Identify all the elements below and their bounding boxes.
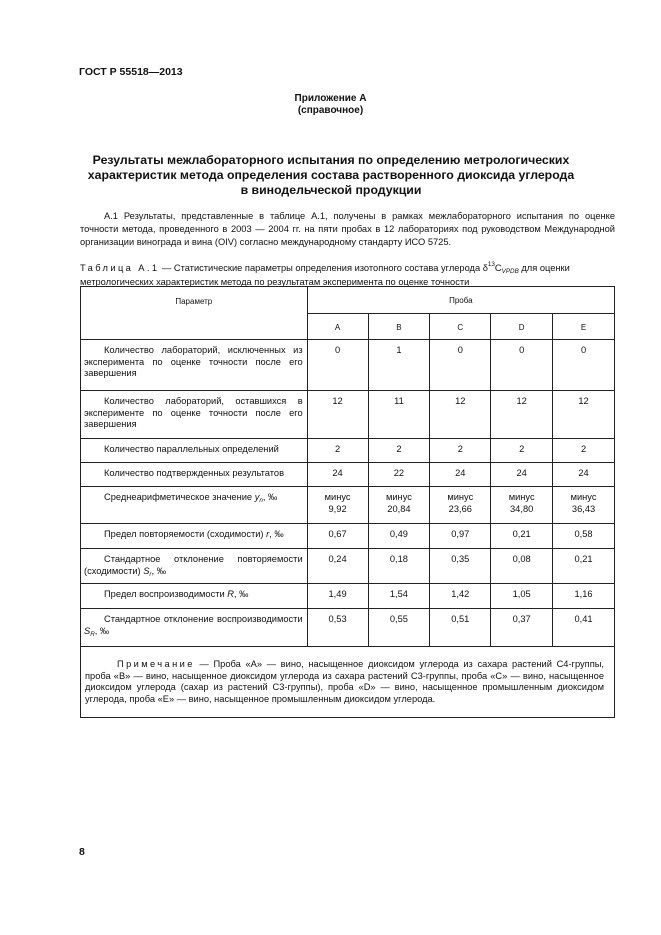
caption-symbol: C <box>494 263 502 273</box>
annex-type: (справочное) <box>297 105 364 116</box>
value-cell-d: 0,21 <box>491 524 553 549</box>
note-label: Примечание <box>117 659 195 669</box>
caption-label: Таблица А.1 <box>80 263 160 273</box>
row-parameter <box>81 524 308 549</box>
value-cell-e: 24 <box>553 463 615 487</box>
row-parameter <box>81 439 308 463</box>
value-cell-d: 24 <box>491 463 553 487</box>
table-row <box>81 584 615 609</box>
value-cell-a: 0,53 <box>307 609 368 647</box>
value-cell-b: 1,54 <box>368 584 430 609</box>
value-cell-e: 0,58 <box>553 524 615 549</box>
value-cell-a: 0,67 <box>307 524 368 549</box>
table-note <box>81 647 615 718</box>
value-cell-e: 0,41 <box>553 609 615 647</box>
caption-text-end: для оценки метрологических характеристик метода по результатам эксперимента по оценке точности <box>80 263 570 287</box>
value-cell-d: 2 <box>491 439 553 463</box>
intro-paragraph: А.1 Результаты, представленные в таблице А.1, получены в рамках межлабораторного испытания по оценке точности метода, проведенного в 2003 — 2004 гг. на пяти пробах в 12 лабораториях под руководством Международной организации винограда и вина (OIV) согласно международному стандарту ИСО 5725. <box>80 211 615 247</box>
sample-b-header: B <box>368 314 430 340</box>
value-cell-e: 12 <box>553 391 615 439</box>
value-cell-d: 0,08 <box>491 549 553 584</box>
row-parameter <box>81 549 308 584</box>
parameter-subscript: r <box>149 570 152 578</box>
parameter-symbol: R <box>227 589 234 599</box>
value-cell-e: 0,21 <box>553 549 615 584</box>
title-line: характеристик метода определения состава растворенного диоксида углерода <box>87 168 575 182</box>
value-cell-b: 1 <box>368 340 430 391</box>
value-cell-c: 24 <box>430 463 491 487</box>
row-parameter <box>81 391 308 439</box>
parameter-unit: , ‰ <box>233 589 249 599</box>
row-parameter <box>81 463 308 487</box>
title-line: в винодельческой продукции <box>240 183 422 197</box>
table-row <box>81 463 615 487</box>
parameter-text: Среднеарифметическое значение <box>104 492 255 502</box>
parameter-symbol: S <box>84 625 91 636</box>
value-cell-b: 0,55 <box>368 609 430 647</box>
parameter-text: Количество лабораторий, исключенных из эксперимента по оценке точности после его завершения <box>84 345 303 378</box>
parameter-text: Количество лабораторий, оставшихся в эксперименте по оценке точности после его завершения <box>84 396 303 429</box>
table-caption <box>80 259 618 288</box>
parameter-symbol: S <box>143 565 150 576</box>
table-row <box>81 391 615 439</box>
caption-superscript: 13 <box>487 261 495 268</box>
param-header: Параметр <box>81 287 308 340</box>
value-cell-c: 12 <box>430 391 491 439</box>
value-cell-c: 0,51 <box>430 609 491 647</box>
value-cell-a: 1,49 <box>307 584 368 609</box>
parameter-text: Предел воспроизводимости <box>104 589 228 599</box>
sample-header: Проба <box>307 287 614 314</box>
value-cell-c: 1,42 <box>430 584 491 609</box>
value-cell-d: 12 <box>491 391 553 439</box>
parameter-unit: , ‰ <box>269 529 284 539</box>
value-cell-b: 2 <box>368 439 430 463</box>
parameter-text: Количество параллельных определений <box>104 444 279 454</box>
value-cell-b: 0,49 <box>368 524 430 549</box>
parameter-unit: , ‰ <box>151 565 166 576</box>
value-cell-a: 0 <box>307 340 368 391</box>
parameter-text: Количество подтвержденных результатов <box>104 468 285 478</box>
value-cell-a: минус 9,92 <box>307 487 368 524</box>
standard-number: ГОСТ Р 55518—2013 <box>79 66 183 78</box>
caption-text: — Статистические параметры определения изотопного состава углерода δ <box>159 263 488 273</box>
results-table <box>80 286 615 718</box>
sample-d-header: D <box>491 314 553 340</box>
value-cell-b: 22 <box>368 463 430 487</box>
parameter-subscript: R <box>90 630 95 638</box>
value-cell-b: минус 20,84 <box>368 487 430 524</box>
row-parameter <box>81 340 308 391</box>
row-parameter <box>81 609 308 647</box>
table-row <box>81 487 615 524</box>
value-cell-c: 2 <box>430 439 491 463</box>
value-cell-c: 0 <box>430 340 491 391</box>
table-row <box>81 549 615 584</box>
row-parameter <box>81 584 308 609</box>
value-cell-d: 1,05 <box>491 584 553 609</box>
annex-title: Приложение А <box>294 93 367 104</box>
value-cell-e: минус 36,43 <box>553 487 615 524</box>
value-cell-d: минус 34,80 <box>491 487 553 524</box>
value-cell-b: 0,18 <box>368 549 430 584</box>
value-cell-d: 0 <box>491 340 553 391</box>
page-number: 8 <box>79 846 85 858</box>
parameter-text: Стандартное отклонение воспроизводимости <box>104 614 303 624</box>
sample-a-header: A <box>307 314 368 340</box>
value-cell-c: 0,35 <box>430 549 491 584</box>
value-cell-b: 11 <box>368 391 430 439</box>
table-row <box>81 439 615 463</box>
parameter-symbol: y <box>254 492 260 502</box>
parameter-unit: , ‰ <box>94 625 110 636</box>
caption-subscript: VPDB <box>501 268 519 275</box>
value-cell-e: 1,16 <box>553 584 615 609</box>
value-cell-a: 2 <box>307 439 368 463</box>
parameter-subscript: n <box>259 497 263 504</box>
value-cell-a: 0,24 <box>307 549 368 584</box>
appendix-title <box>70 153 592 198</box>
table-row <box>81 524 615 549</box>
note-text: — Проба «А» — вино, насыщенное диоксидом углерода из сахара растений С4-группы, проба «В» — вино, насыщенное диоксидом углерода из сахара растений С3-группы, проба «С» — вино, насыщенное диоксидом углерода (сахар из растений С3-группы), проба «D» — вино, насыщенное промышленным диоксидом углерода, проба «Е» — вино, насыщенное промышленным диоксидом углерода. <box>85 659 604 704</box>
parameter-unit: , ‰ <box>262 492 278 502</box>
sample-e-header: E <box>553 314 615 340</box>
parameter-symbol: r <box>266 529 270 539</box>
row-parameter <box>81 487 308 524</box>
value-cell-c: 0,97 <box>430 524 491 549</box>
value-cell-d: 0,37 <box>491 609 553 647</box>
value-cell-a: 12 <box>307 391 368 439</box>
sample-c-header: C <box>430 314 491 340</box>
value-cell-e: 0 <box>553 340 615 391</box>
title-line: Результаты межлабораторного испытания по определению метрологических <box>92 153 570 167</box>
value-cell-c: минус 23,66 <box>430 487 491 524</box>
parameter-text: Стандартное отклонение повторяемости (сходимости) <box>84 554 303 576</box>
parameter-text: Предел повторяемости (сходимости) <box>104 529 267 539</box>
value-cell-a: 24 <box>307 463 368 487</box>
table-row <box>81 340 615 391</box>
value-cell-e: 2 <box>553 439 615 463</box>
table-row <box>81 609 615 647</box>
